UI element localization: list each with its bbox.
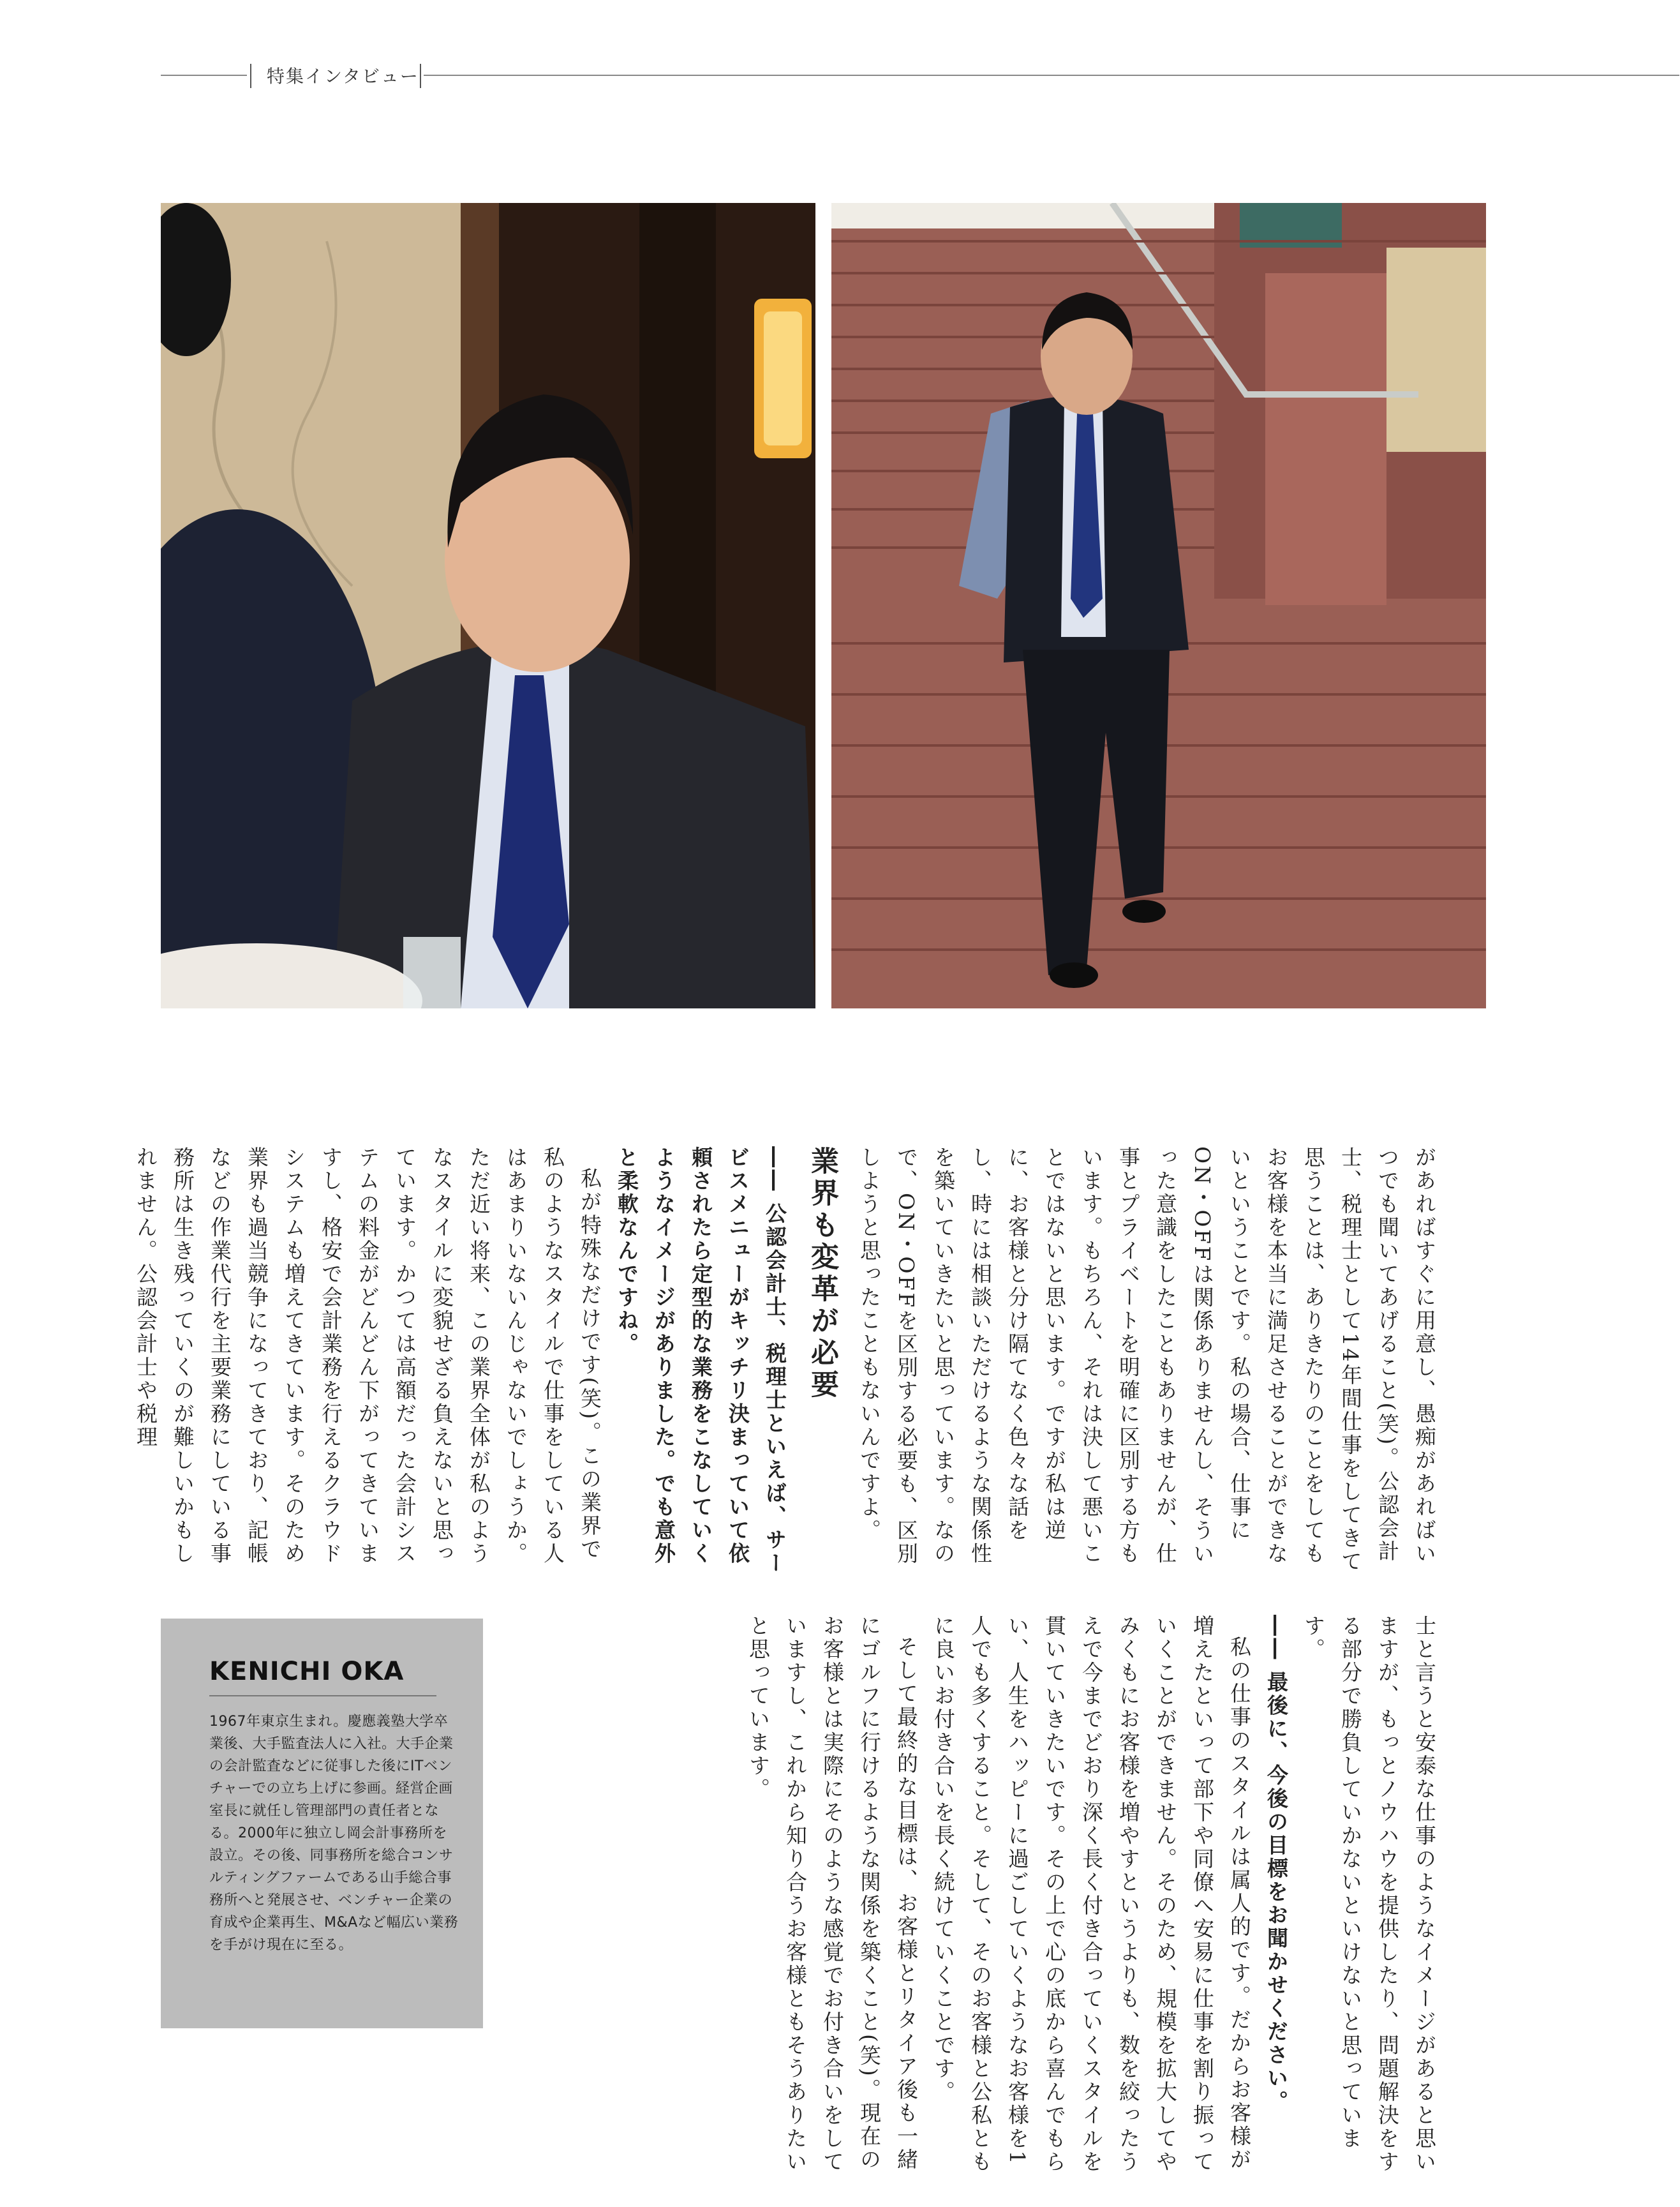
article-lower-block — [447, 1615, 1443, 2176]
article-paragraph: があればすぐに用意し、愚痴があればいつでも聞いてあげること(笑)。公認会計士、税理士として14年間仕事をしてきて思うことは、ありきたりのことをしてもお客様を本当に満足させることができないということです。私の場合、仕事にON・OFFは関係ありませんし、そういった意識をしたこともありませんが、仕事とプライベートを明確に区別する方もいます。もちろん、それは決して悪いことではないと思います。ですが私は逆に、お客様と分け隔てなく色々な話をし、時には相談いただけるような関係性を築いていきたいと思っています。なので、ON・OFFを区別する必要も、区別しようと思ったこともないんですよ。 — [857, 1146, 1437, 1574]
interview-question: ―― 公認会計士、税理士といえば、サービスメニューがキッチリ決まっていて依頼されたら定型的な業務をこなしていくようなイメージがありました。でも意外と柔軟なんですね。 — [614, 1146, 787, 1575]
section-heading: 業界も変革が必要 — [806, 1146, 838, 1402]
article-paragraph: 私が特殊なだけです(笑)。この業界で私のようなスタイルで仕事をしている人はあまりいないんじゃないでしょうか。ただ近い将来、この業界全体が私のようなスタイルに変貌せざる負えないと思っています。かつては高額だった会計システムの料金がどんどん下がってきていますし、格安で会計業務を行えるクラウドシステムも増えてきています。そのため業界も過当競争になってきており、記帳などの作業代行を主要業務にしている事務所は生き残っていくのが難しいかもしれません。公認会計士や税理 — [133, 1146, 602, 1566]
header-tick-right — [420, 64, 421, 88]
article-paragraph: 士と言うと安泰な仕事のようなイメージがあると思いますが、もっとノウハウを提供したり、問題解決をする部分で勝負していかないといけないと思っています。 — [1301, 1615, 1437, 2174]
article-upper-block — [133, 1146, 1443, 1580]
article-paragraph: そして最終的な目標は、お客様とリタイア後も一緒にゴルフに行けるような関係を築くこと(笑)。現在のお客様とは実際にそのような感覚でお付き合いをしていますし、これから知り合うお客様ともそうありたいと思っています。 — [746, 1615, 919, 2174]
profile-box — [161, 1619, 483, 2028]
article-paragraph: 私の仕事のスタイルは属人的です。だからお客様が増えたといって部下や同僚へ安易に仕事を割り振っていくことができません。そのため、規模を拡大してやみくもにお客様を増やすというよりも、数を絞ったうえで今までどおり深く長く付き合っていくスタイルを貫いていきたいです。その上で心の底から喜んでもらい、人生をハッピーに過ごしていくようなお客様を1人でも多くすること。そして、そのお客様と公私ともに良いお付き合いを長く続けていくことです。 — [931, 1615, 1252, 2174]
profile-name: KENICHI OKA — [209, 1657, 405, 1686]
header-rule-right — [424, 75, 1679, 76]
profile-bio: 1967年東京生まれ。慶應義塾大学卒業後、大手監査法人に入社。大手企業の会計監査などに従事した後にITベンチャーでの立ち上げに参画。経営企画室長に就任し管理部門の責任者となる。2000年に独立し岡会計事務所を設立。その後、同事務所を総合コンサルティングファームである山手総合事務所へと発展させ、ベンチャー企業の育成や企業再生、M&Aなど幅広い業務を手がけ現在に至る。 — [209, 1714, 459, 1953]
interview-question: ―― 最後に、今後の目標をお聞かせください。 — [1264, 1615, 1289, 2114]
photo-stairs — [831, 203, 1486, 1008]
header-tick-left — [250, 64, 251, 88]
photo-interview — [161, 203, 815, 1008]
profile-divider — [209, 1695, 436, 1696]
header-rule-left — [161, 75, 247, 76]
section-label: 特集インタビュー — [267, 66, 419, 87]
